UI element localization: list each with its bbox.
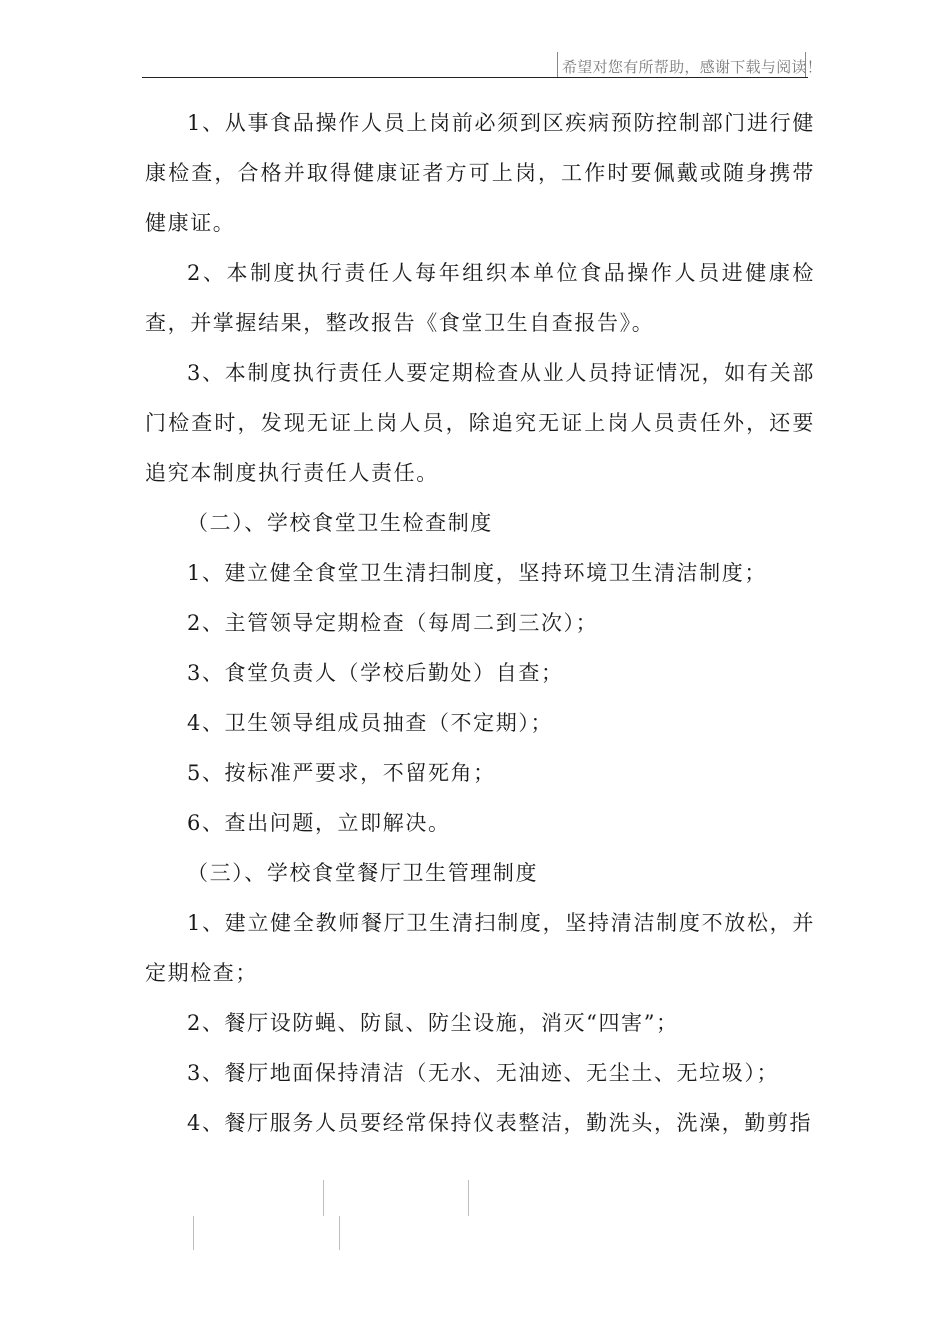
paragraph-6: 3、食堂负责人（学校后勤处）自查； <box>187 661 564 685</box>
header-rule <box>142 77 808 78</box>
header-note: 希望对您有所帮助，感谢下载与阅读！ <box>562 58 823 76</box>
paragraph-13: 4、餐厅服务人员要经常保持仪表整洁，勤洗头，洗澡，勤剪指 <box>187 1111 813 1135</box>
paragraph-9: 6、查出问题，立即解决。 <box>187 811 451 835</box>
paragraph-1: 1、从事食品操作人员上岗前必须到区疾病预防控制部门进行健康检查，合格并取得健康证者方可上岗，工作时要佩戴或随身携带健康证。 <box>145 111 815 235</box>
paragraph-3: 3、本制度执行责任人要定期检查从业人员持证情况，如有关部门检查时，发现无证上岗人员，除追究无证上岗人员责任外，还要追究本制度执行责任人责任。 <box>145 361 815 485</box>
table-fragment-line <box>323 1180 324 1216</box>
table-fragment-line <box>193 1216 194 1250</box>
paragraph-7: 4、卫生领导组成员抽查（不定期）； <box>187 711 554 735</box>
section-heading-2: （二）、学校食堂卫生检查制度 <box>187 511 493 535</box>
paragraph-12: 3、餐厅地面保持清洁（无水、无油迹、无尘土、无垃圾）； <box>187 1061 780 1085</box>
paragraph-10: 1、建立健全教师餐厅卫生清扫制度，坚持清洁制度不放松，并定期检查； <box>145 911 815 985</box>
paragraph-8: 5、按标准严要求，不留死角； <box>187 761 496 785</box>
paragraph-11: 2、餐厅设防蝇、防鼠、防尘设施，消灭“四害”； <box>187 1011 679 1035</box>
section-heading-3: （三）、学校食堂餐厅卫生管理制度 <box>187 861 539 885</box>
paragraph-2: 2、本制度执行责任人每年组织本单位食品操作人员进健康检查，并掌握结果，整改报告《食堂卫生自查报告》。 <box>145 261 815 335</box>
paragraph-5: 2、主管领导定期检查（每周二到三次）； <box>187 611 599 635</box>
document-body <box>145 98 815 1148</box>
paragraph-4: 1、建立健全食堂卫生清扫制度，坚持环境卫生清洁制度； <box>187 561 767 585</box>
table-fragment-line <box>468 1180 469 1216</box>
table-fragment-line <box>339 1216 340 1250</box>
